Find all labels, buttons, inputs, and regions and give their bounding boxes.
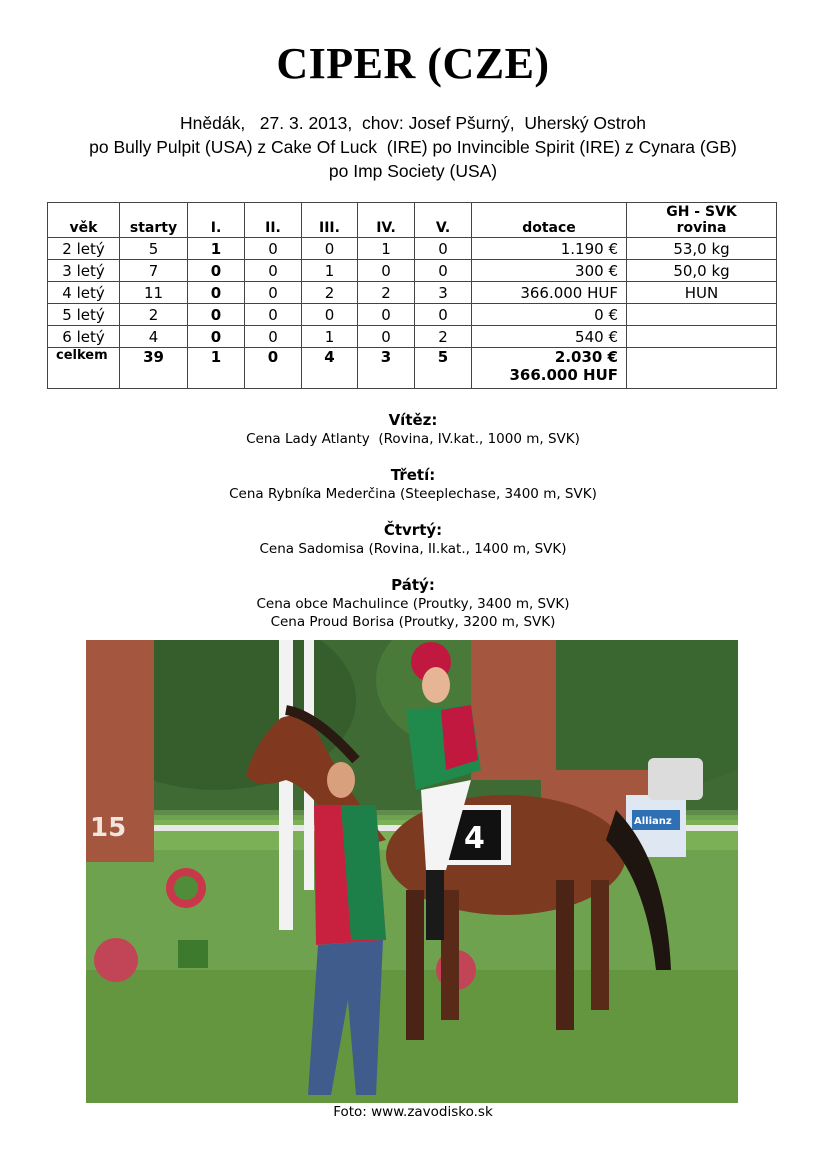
row-prize: 300 € [472, 260, 627, 282]
winner-block [0, 410, 826, 448]
row-second: 0 [245, 304, 302, 326]
row-prize: 540 € [472, 326, 627, 348]
row-third: 0 [302, 304, 358, 326]
row-prize: 1.190 € [472, 238, 627, 260]
horse-name-title: CIPER (CZE) [276, 39, 550, 88]
row-gh: 53,0 kg [627, 238, 777, 260]
row-second: 0 [245, 282, 302, 304]
col-gh-header [627, 203, 777, 238]
row-fifth: 2 [415, 326, 472, 348]
row-fourth: 0 [358, 304, 415, 326]
table-row [48, 304, 777, 326]
gh-header-line1: GH - SVK [666, 204, 737, 220]
row-fifth: 0 [415, 238, 472, 260]
total-label: celkem [48, 348, 120, 389]
row-gh: HUN [627, 282, 777, 304]
row-starts: 7 [120, 260, 188, 282]
third-heading: Třetí: [390, 466, 436, 484]
total-fifth: 5 [415, 348, 472, 389]
row-first: 0 [188, 260, 245, 282]
row-age: 6 letý [48, 326, 120, 348]
table-total-row [48, 348, 777, 389]
row-first: 0 [188, 326, 245, 348]
fifth-heading: Pátý: [391, 576, 435, 594]
col-starts-header: starty [120, 203, 188, 238]
saddle-number-text: 4 [464, 821, 485, 856]
row-starts: 5 [120, 238, 188, 260]
board-number-text: 15 [90, 813, 127, 843]
row-prize: 366.000 HUF [472, 282, 627, 304]
row-first: 0 [188, 304, 245, 326]
row-starts: 2 [120, 304, 188, 326]
photo-credit: Foto: www.zavodisko.sk [333, 1104, 493, 1120]
table-row [48, 282, 777, 304]
row-fifth: 3 [415, 282, 472, 304]
row-gh: 50,0 kg [627, 260, 777, 282]
fourth-block [0, 520, 826, 558]
total-starts: 39 [120, 348, 188, 389]
col-first-header: I. [188, 203, 245, 238]
row-fourth: 0 [358, 260, 415, 282]
row-starts: 11 [120, 282, 188, 304]
row-fourth: 2 [358, 282, 415, 304]
gh-header-line2: rovina [676, 220, 727, 236]
table-row [48, 238, 777, 260]
total-prize-eur: 2.030 € [554, 348, 618, 366]
total-fourth: 3 [358, 348, 415, 389]
row-gh [627, 304, 777, 326]
horse-photo [86, 640, 738, 1103]
fourth-race: Cena Sadomisa (Rovina, II.kat., 1400 m, SVK) [259, 541, 567, 557]
row-age: 5 letý [48, 304, 120, 326]
info-line-3: po Imp Society (USA) [328, 161, 498, 181]
row-fourth: 0 [358, 326, 415, 348]
row-age: 2 letý [48, 238, 120, 260]
sponsor-text: Allianz [634, 816, 672, 827]
third-race: Cena Rybníka Mederčina (Steeplechase, 3400 m, SVK) [229, 486, 597, 502]
col-age-header: věk [48, 203, 120, 238]
total-second: 0 [245, 348, 302, 389]
row-first: 1 [188, 238, 245, 260]
fifth-race-2: Cena Proud Borisa (Proutky, 3200 m, SVK) [270, 614, 556, 630]
row-age: 3 letý [48, 260, 120, 282]
row-fourth: 1 [358, 238, 415, 260]
row-fifth: 0 [415, 304, 472, 326]
total-third: 4 [302, 348, 358, 389]
pedigree-info [0, 111, 826, 183]
third-block [0, 465, 826, 503]
info-line-2: po Bully Pulpit (USA) z Cake Of Luck (IRE) po Invincible Spirit (IRE) z Cynara (GB) [89, 137, 737, 157]
winner-race: Cena Lady Atlanty (Rovina, IV.kat., 1000 m, SVK) [246, 431, 580, 447]
row-first: 0 [188, 282, 245, 304]
row-third: 1 [302, 260, 358, 282]
race-results [0, 410, 826, 648]
row-third: 1 [302, 326, 358, 348]
row-age: 4 letý [48, 282, 120, 304]
table-row [48, 326, 777, 348]
fourth-heading: Čtvrtý: [383, 521, 443, 539]
row-fifth: 0 [415, 260, 472, 282]
row-second: 0 [245, 260, 302, 282]
row-prize: 0 € [472, 304, 627, 326]
row-starts: 4 [120, 326, 188, 348]
total-gh [627, 348, 777, 389]
table-row [48, 260, 777, 282]
row-gh [627, 326, 777, 348]
col-fifth-header: V. [415, 203, 472, 238]
col-fourth-header: IV. [358, 203, 415, 238]
fifth-race-1: Cena obce Machulince (Proutky, 3400 m, SVK) [256, 596, 570, 612]
career-stats-table [47, 202, 777, 389]
row-third: 2 [302, 282, 358, 304]
total-prize-huf: 366.000 HUF [509, 366, 618, 384]
total-prize [472, 348, 627, 389]
col-prize-header: dotace [472, 203, 627, 238]
fifth-block [0, 575, 826, 631]
row-second: 0 [245, 238, 302, 260]
col-second-header: II. [245, 203, 302, 238]
col-third-header: III. [302, 203, 358, 238]
row-third: 0 [302, 238, 358, 260]
table-header-row [48, 203, 777, 238]
total-first: 1 [188, 348, 245, 389]
winner-heading: Vítěz: [388, 411, 438, 429]
row-second: 0 [245, 326, 302, 348]
info-line-1: Hnědák, 27. 3. 2013, chov: Josef Pšurný, Uherský Ostroh [180, 113, 646, 133]
